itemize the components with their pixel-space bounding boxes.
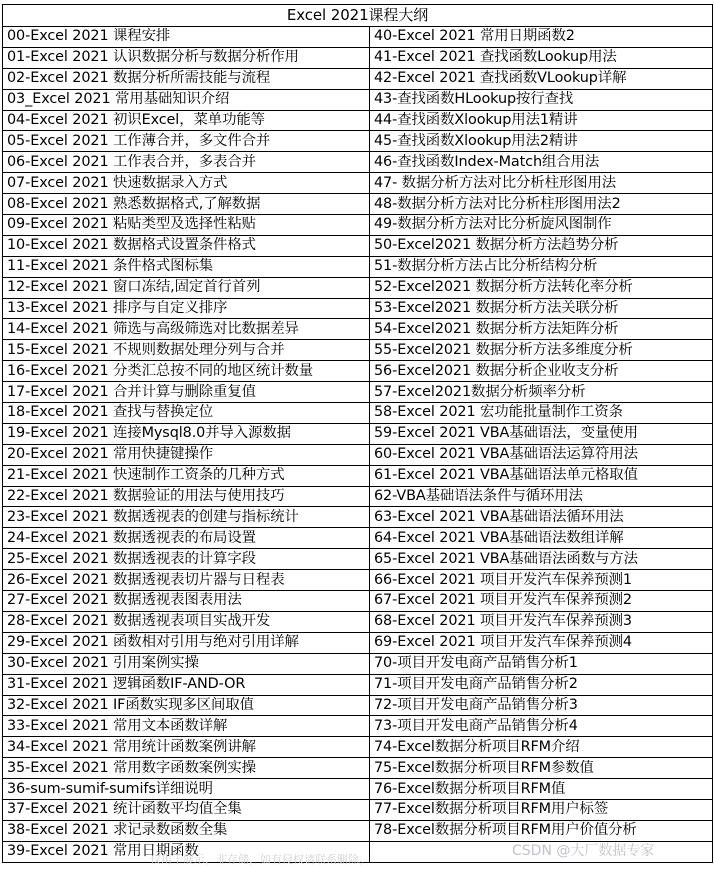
lesson-cell-left: 14-Excel 2021 筛选与高级筛选对比数据差异	[3, 319, 370, 340]
table-row	[3, 799, 713, 820]
table-row	[3, 27, 713, 48]
lesson-cell-left: 24-Excel 2021 数据透视表的布局设置	[3, 528, 370, 549]
lesson-cell-right: 64-Excel 2021 VBA基础语法数组详解	[370, 528, 713, 549]
table-row	[3, 737, 713, 758]
lesson-cell-right: 42-Excel 2021 查找函数VLookup详解	[370, 68, 713, 89]
lesson-cell-right: 77-Excel数据分析项目RFM用户标签	[370, 799, 713, 820]
lesson-cell-right: 71-项目开发电商产品销售分析2	[370, 674, 713, 695]
outline-title: Excel 2021课程大纲	[3, 5, 713, 27]
table-row	[3, 340, 713, 361]
table-row	[3, 653, 713, 674]
lesson-cell-left: 37-Excel 2021 统计函数平均值全集	[3, 799, 370, 820]
lesson-cell-right: 55-Excel2021 数据分析方法多维度分析	[370, 340, 713, 361]
table-row	[3, 549, 713, 570]
table-row	[3, 235, 713, 256]
lesson-cell-right: 54-Excel2021 数据分析方法矩阵分析	[370, 319, 713, 340]
lesson-cell-left: 00-Excel 2021 课程安排	[3, 27, 370, 48]
lesson-cell-left: 33-Excel 2021 常用文本函数详解	[3, 716, 370, 737]
table-row	[3, 611, 713, 632]
table-row	[3, 382, 713, 403]
lesson-cell-right: 56-Excel2021 数据分析企业收支分析	[370, 361, 713, 382]
table-row	[3, 89, 713, 110]
table-row	[3, 695, 713, 716]
table-row	[3, 507, 713, 528]
table-row	[3, 277, 713, 298]
lesson-cell-left: 25-Excel 2021 数据透视表的计算字段	[3, 549, 370, 570]
table-row	[3, 215, 713, 236]
lesson-cell-right: 66-Excel 2021 项目开发汽车保养预测1	[370, 570, 713, 591]
lesson-cell-left: 11-Excel 2021 条件格式图标集	[3, 256, 370, 277]
lesson-cell-right: 43-查找函数HLookup按行查找	[370, 89, 713, 110]
lesson-cell-right: 51-数据分析方法占比分析结构分析	[370, 256, 713, 277]
lesson-cell-left: 20-Excel 2021 常用快捷键操作	[3, 444, 370, 465]
table-row	[3, 632, 713, 653]
table-row	[3, 256, 713, 277]
lesson-cell-left: 30-Excel 2021 引用案例实操	[3, 653, 370, 674]
table-row	[3, 570, 713, 591]
outline-rows	[3, 27, 713, 863]
lesson-cell-right: 59-Excel 2021 VBA基础语法，变量使用	[370, 423, 713, 444]
table-row	[3, 528, 713, 549]
lesson-cell-right: 63-Excel 2021 VBA基础语法循环用法	[370, 507, 713, 528]
lesson-cell-left: 39-Excel 2021 常用日期函数	[3, 841, 370, 862]
table-row	[3, 361, 713, 382]
lesson-cell-right: 48-数据分析方法对比分析柱形图用法2	[370, 194, 713, 215]
lesson-cell-left: 04-Excel 2021 初识Excel，菜单功能等	[3, 110, 370, 131]
table-row	[3, 173, 713, 194]
lesson-cell-right: 46-查找函数Index-Match组合用法	[370, 152, 713, 173]
table-row	[3, 779, 713, 800]
lesson-cell-right: 69-Excel 2021 项目开发汽车保养预测4	[370, 632, 713, 653]
copyright-notice: 仅用于展示，非存储，如有侵权请联系删除。	[150, 853, 370, 866]
lesson-cell-right: 50-Excel2021 数据分析方法趋势分析	[370, 235, 713, 256]
lesson-cell-right: 62-VBA基础语法条件与循环用法	[370, 486, 713, 507]
lesson-cell-left: 01-Excel 2021 认识数据分析与数据分析作用	[3, 47, 370, 68]
lesson-cell-right: 73-项目开发电商产品销售分析4	[370, 716, 713, 737]
lesson-cell-left: 38-Excel 2021 求记录数函数全集	[3, 820, 370, 841]
course-outline-sheet	[2, 4, 712, 863]
table-row	[3, 674, 713, 695]
lesson-cell-right: 49-数据分析方法对比分析旋风图制作	[370, 215, 713, 236]
lesson-cell-right: 68-Excel 2021 项目开发汽车保养预测3	[370, 611, 713, 632]
lesson-cell-left: 06-Excel 2021 工作表合并，多表合并	[3, 152, 370, 173]
lesson-cell-right: 53-Excel2021 数据分析方法关联分析	[370, 298, 713, 319]
table-row	[3, 131, 713, 152]
table-row	[3, 319, 713, 340]
lesson-cell-right: 61-Excel 2021 VBA基础语法单元格取值	[370, 465, 713, 486]
lesson-cell-left: 34-Excel 2021 常用统计函数案例讲解	[3, 737, 370, 758]
lesson-cell-right: 40-Excel 2021 常用日期函数2	[370, 27, 713, 48]
lesson-cell-right: 67-Excel 2021 项目开发汽车保养预测2	[370, 591, 713, 612]
table-row	[3, 716, 713, 737]
lesson-cell-right: 72-项目开发电商产品销售分析3	[370, 695, 713, 716]
lesson-cell-right: 70-项目开发电商产品销售分析1	[370, 653, 713, 674]
table-row	[3, 820, 713, 841]
table-row	[3, 194, 713, 215]
lesson-cell-right: 60-Excel 2021 VBA基础语法运算符用法	[370, 444, 713, 465]
lesson-cell-left: 29-Excel 2021 函数相对引用与绝对引用详解	[3, 632, 370, 653]
lesson-cell-left: 09-Excel 2021 粘贴类型及选择性粘贴	[3, 215, 370, 236]
lesson-cell-left: 23-Excel 2021 数据透视表的创建与指标统计	[3, 507, 370, 528]
lesson-cell-right: 65-Excel 2021 VBA基础语法函数与方法	[370, 549, 713, 570]
title-row	[3, 5, 713, 27]
lesson-cell-left: 02-Excel 2021 数据分析所需技能与流程	[3, 68, 370, 89]
table-row	[3, 403, 713, 424]
lesson-cell-left: 08-Excel 2021 熟悉数据格式,了解数据	[3, 194, 370, 215]
lesson-cell-right: 78-Excel数据分析项目RFM用户价值分析	[370, 820, 713, 841]
lesson-cell-right: 58-Excel 2021 宏功能批量制作工资条	[370, 403, 713, 424]
lesson-cell-left: 22-Excel 2021 数据验证的用法与使用技巧	[3, 486, 370, 507]
lesson-cell-right: 75-Excel数据分析项目RFM参数值	[370, 758, 713, 779]
lesson-cell-right: 41-Excel 2021 查找函数Lookup用法	[370, 47, 713, 68]
table-row	[3, 423, 713, 444]
table-row	[3, 591, 713, 612]
table-row	[3, 152, 713, 173]
lesson-cell-left: 17-Excel 2021 合并计算与删除重复值	[3, 382, 370, 403]
lesson-cell-right: 47- 数据分析方法对比分析柱形图用法	[370, 173, 713, 194]
lesson-cell-left: 35-Excel 2021 常用数字函数案例实操	[3, 758, 370, 779]
lesson-cell-left: 10-Excel 2021 数据格式设置条件格式	[3, 235, 370, 256]
table-row	[3, 444, 713, 465]
lesson-cell-left: 31-Excel 2021 逻辑函数IF-AND-OR	[3, 674, 370, 695]
table-row	[3, 465, 713, 486]
lesson-cell-left: 03_Excel 2021 常用基础知识介绍	[3, 89, 370, 110]
lesson-cell-left: 15-Excel 2021 不规则数据处理分列与合并	[3, 340, 370, 361]
lesson-cell-right: 74-Excel数据分析项目RFM介绍	[370, 737, 713, 758]
lesson-cell-left: 05-Excel 2021 工作薄合并，多文件合并	[3, 131, 370, 152]
lesson-cell-left: 18-Excel 2021 查找与替换定位	[3, 403, 370, 424]
table-row	[3, 486, 713, 507]
lesson-cell-left: 16-Excel 2021 分类汇总按不同的地区统计数量	[3, 361, 370, 382]
lesson-cell-right: 44-查找函数Xlookup用法1精讲	[370, 110, 713, 131]
lesson-cell-left: 26-Excel 2021 数据透视表切片器与日程表	[3, 570, 370, 591]
lesson-cell-left: 12-Excel 2021 窗口冻结,固定首行首列	[3, 277, 370, 298]
table-row	[3, 758, 713, 779]
table-row	[3, 68, 713, 89]
lesson-cell-right: 45-查找函数Xlookup用法2精讲	[370, 131, 713, 152]
table-row	[3, 298, 713, 319]
lesson-cell-left: 13-Excel 2021 排序与自定义排序	[3, 298, 370, 319]
lesson-cell-right: 57-Excel2021数据分析频率分析	[370, 382, 713, 403]
lesson-cell-left: 21-Excel 2021 快速制作工资条的几种方式	[3, 465, 370, 486]
table-row	[3, 110, 713, 131]
lesson-cell-right: 76-Excel数据分析项目RFM值	[370, 779, 713, 800]
lesson-cell-left: 28-Excel 2021 数据透视表项目实战开发	[3, 611, 370, 632]
csdn-watermark: CSDN @大厂数据专家	[512, 843, 655, 859]
course-outline-table	[2, 4, 713, 863]
lesson-cell-left: 36-sum-sumif-sumifs详细说明	[3, 779, 370, 800]
lesson-cell-right: 52-Excel2021 数据分析方法转化率分析	[370, 277, 713, 298]
lesson-cell-left: 32-Excel 2021 IF函数实现多区间取值	[3, 695, 370, 716]
table-row	[3, 47, 713, 68]
lesson-cell-left: 19-Excel 2021 连接Mysql8.0并导入源数据	[3, 423, 370, 444]
lesson-cell-left: 27-Excel 2021 数据透视表图表用法	[3, 591, 370, 612]
lesson-cell-left: 07-Excel 2021 快速数据录入方式	[3, 173, 370, 194]
